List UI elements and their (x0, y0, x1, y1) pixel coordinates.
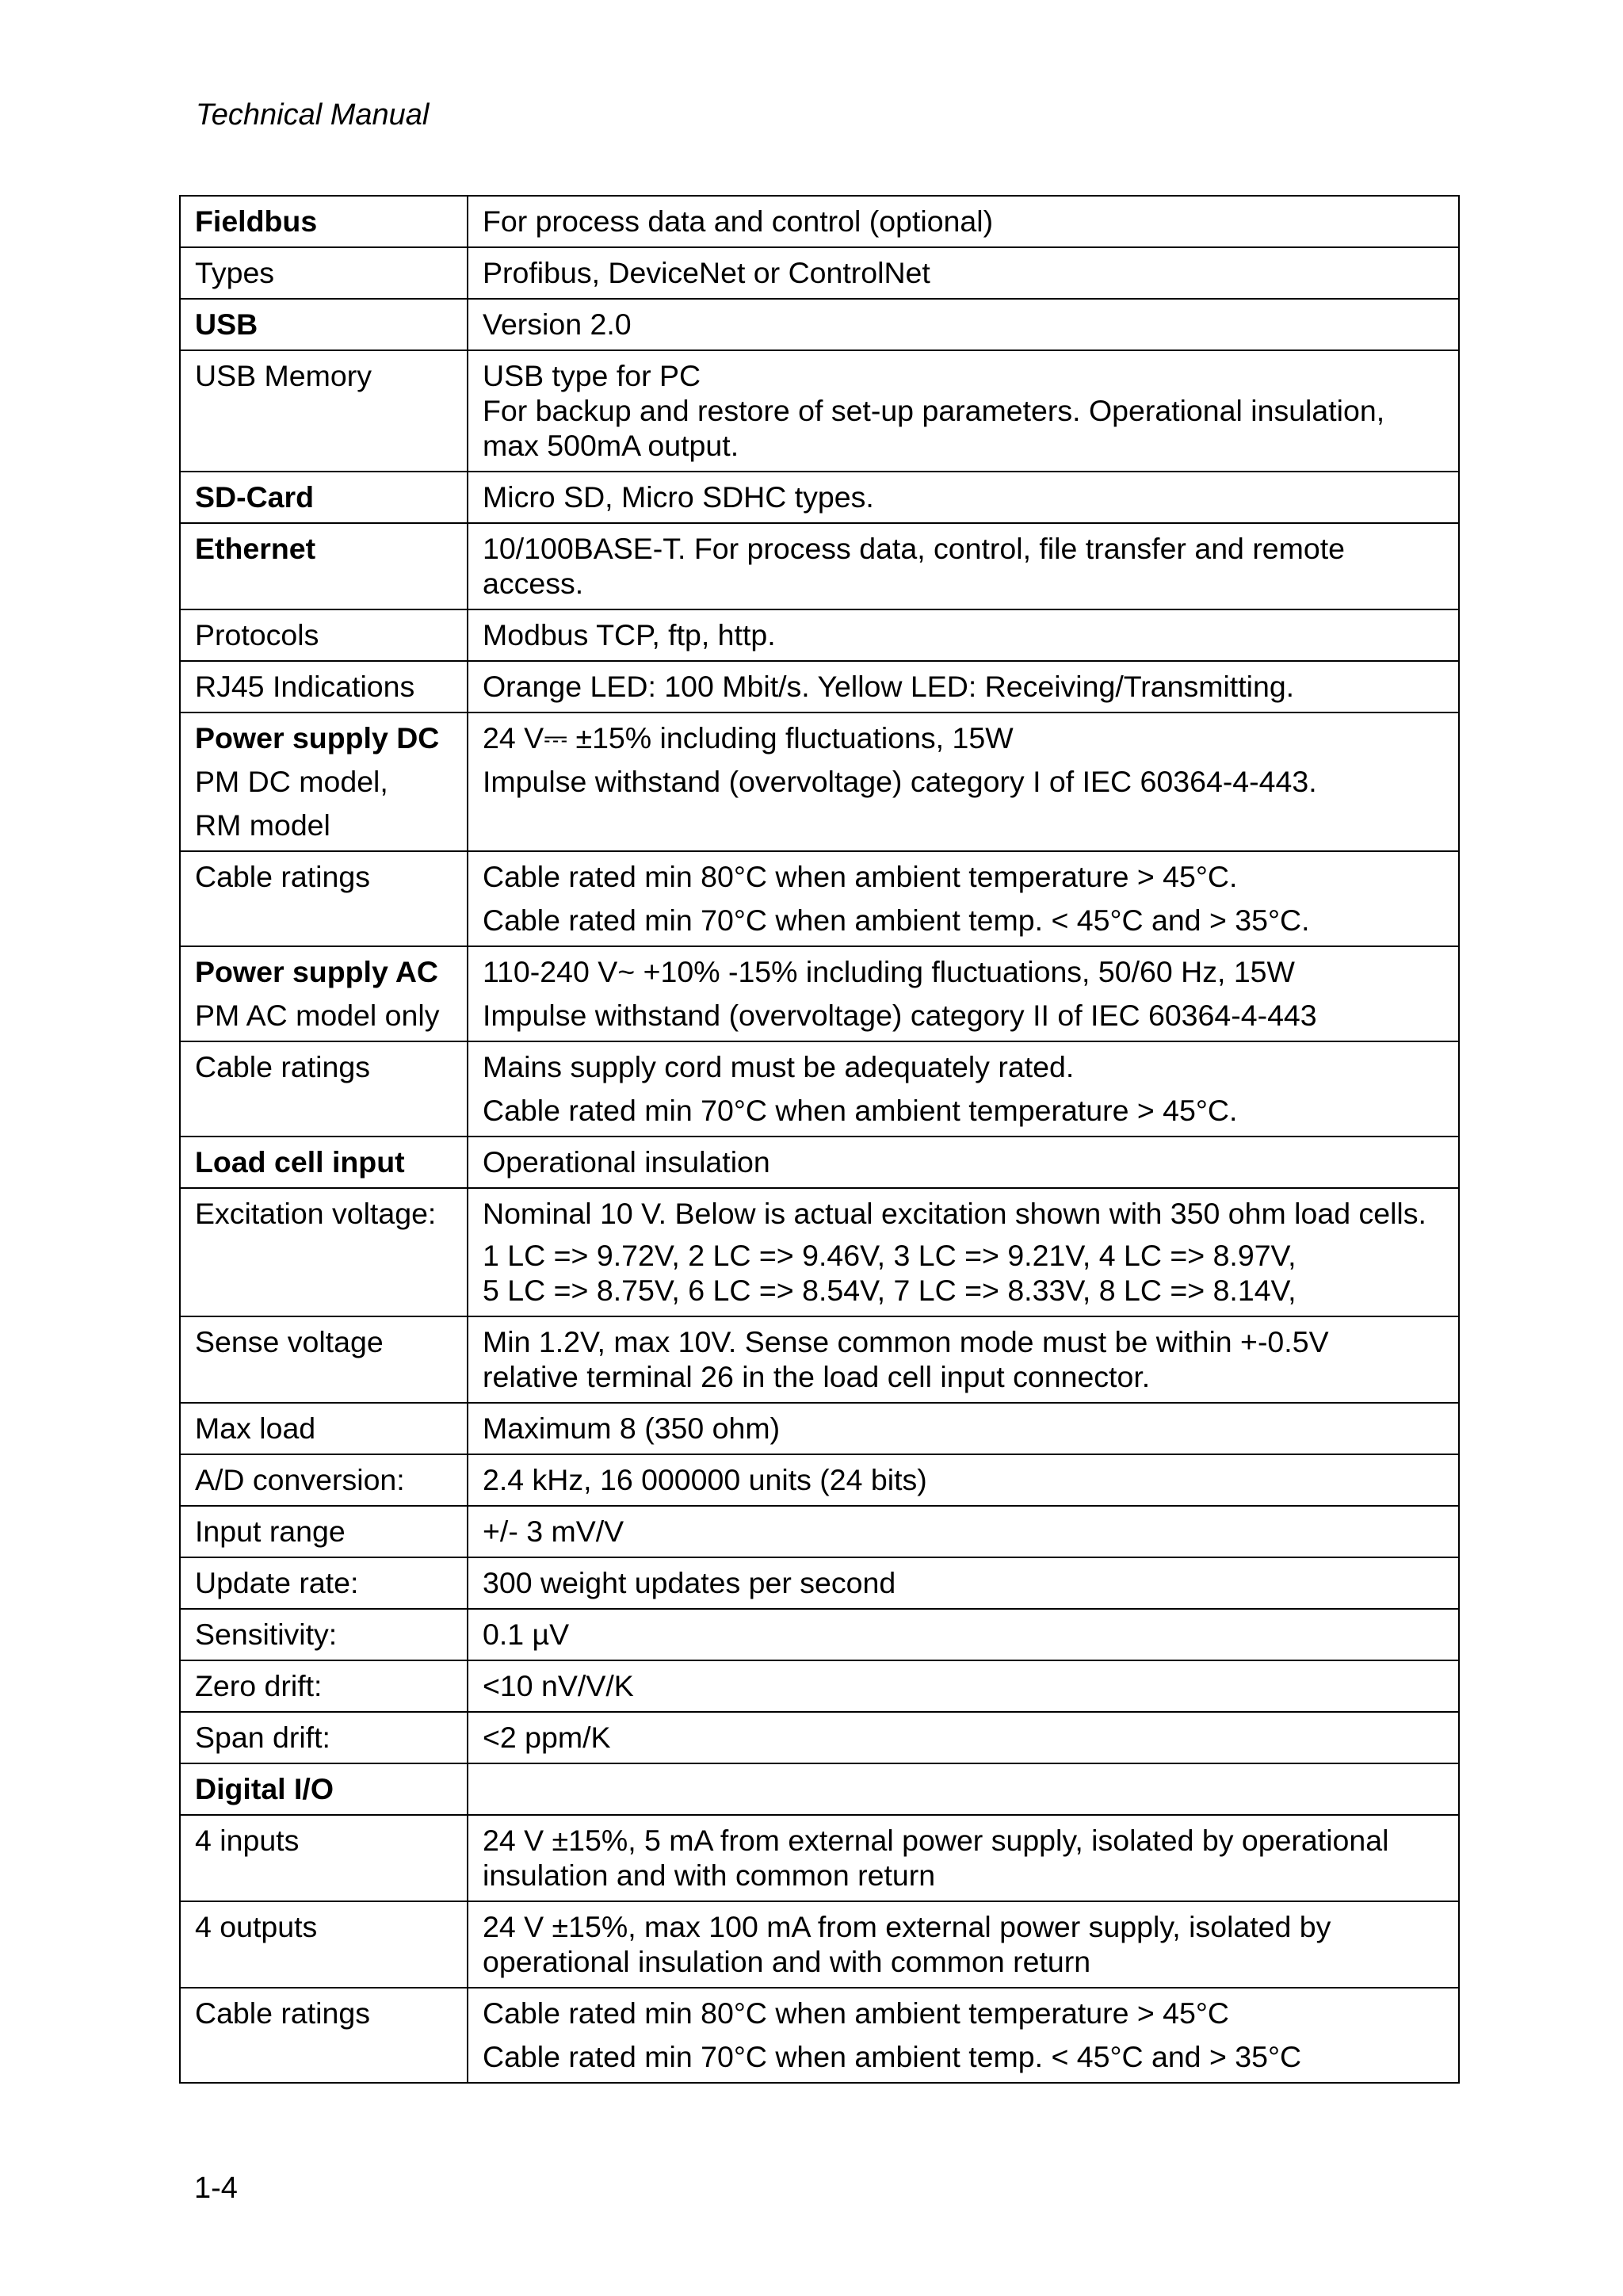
spec-label-cell (180, 523, 468, 609)
spec-value-text: 0.1 µV (483, 1618, 570, 1651)
spec-label-text: Cable ratings (195, 860, 370, 893)
spec-label-cell (180, 1188, 468, 1316)
spec-label-cell (180, 1506, 468, 1557)
spec-value-text: 5 LC => 8.75V, 6 LC => 8.54V, 7 LC => 8.33V, 8 LC => 8.14V, (483, 1274, 1296, 1307)
spec-row (180, 1988, 1459, 2083)
spec-value-cell (468, 1815, 1459, 1901)
spec-label-cell (180, 1763, 468, 1815)
spec-label-text: Update rate: (195, 1566, 359, 1599)
spec-row (180, 1137, 1459, 1188)
spec-label-text: 4 inputs (195, 1824, 300, 1857)
spec-label-cell (180, 712, 468, 851)
spec-value-text: 110-240 V~ +10% -15% including fluctuations, 50/60 Hz, 15W (483, 955, 1295, 988)
spec-value-text: Cable rated min 80°C when ambient temperature > 45°C. (483, 860, 1238, 893)
spec-value-text: insulation and with common return (483, 1859, 936, 1892)
spec-row (180, 1557, 1459, 1609)
spec-value-cell (468, 1137, 1459, 1188)
spec-label-text: Cable ratings (195, 1050, 370, 1083)
spec-value-text: access. (483, 567, 584, 600)
spec-value-cell (468, 1041, 1459, 1137)
spec-row (180, 1316, 1459, 1403)
spec-label-text: Protocols (195, 618, 319, 651)
page-number: 1-4 (194, 2172, 238, 2205)
spec-row (180, 712, 1459, 851)
spec-value-cell (468, 299, 1459, 350)
spec-label-text: USB (195, 308, 258, 341)
spec-label-text: Max load (195, 1412, 316, 1445)
spec-label-text: RJ45 Indications (195, 670, 415, 703)
spec-label-cell (180, 1988, 468, 2083)
spec-row (180, 1901, 1459, 1988)
spec-label-cell (180, 1557, 468, 1609)
spec-value-text: Cable rated min 70°C when ambient temp. < 45°C and > 35°C (483, 2040, 1302, 2073)
spec-value-text: Profibus, DeviceNet or ControlNet (483, 256, 930, 289)
spec-value-text: Micro SD, Micro SDHC types. (483, 480, 874, 514)
spec-value-cell (468, 661, 1459, 712)
spec-value-text: 24 V ±15%, 5 mA from external power supply, isolated by operational (483, 1824, 1389, 1857)
spec-label-cell (180, 851, 468, 946)
spec-value-text: For process data and control (optional) (483, 204, 994, 238)
spec-label-cell (180, 1454, 468, 1506)
spec-value-cell (468, 851, 1459, 946)
spec-value-cell (468, 523, 1459, 609)
spec-label-text: Power supply AC (195, 955, 438, 988)
spec-value-text: For backup and restore of set-up parameters. Operational insulation, (483, 394, 1385, 427)
spec-value-text: Min 1.2V, max 10V. Sense common mode must be within +-0.5V (483, 1325, 1329, 1358)
spec-label-text: Ethernet (195, 532, 316, 565)
spec-row (180, 1763, 1459, 1815)
spec-label-text: 4 outputs (195, 1910, 318, 1943)
spec-label-cell (180, 1901, 468, 1988)
spec-label-text: A/D conversion: (195, 1463, 405, 1496)
spec-value-cell (468, 1901, 1459, 1988)
spec-value-cell (468, 609, 1459, 661)
spec-value-text: max 500mA output. (483, 429, 739, 462)
spec-label-cell (180, 1712, 468, 1763)
spec-value-cell (468, 712, 1459, 851)
spec-row (180, 196, 1459, 247)
spec-value-cell (468, 1712, 1459, 1763)
spec-value-text: Cable rated min 70°C when ambient temp. < 45°C and > 35°C. (483, 904, 1310, 937)
spec-value-text: USB type for PC (483, 359, 701, 392)
spec-label-text: Sense voltage (195, 1325, 384, 1358)
spec-row (180, 1454, 1459, 1506)
spec-row (180, 299, 1459, 350)
spec-value-cell (468, 1988, 1459, 2083)
spec-label-cell (180, 299, 468, 350)
spec-label-cell (180, 609, 468, 661)
spec-value-cell (468, 1660, 1459, 1712)
spec-label-text: SD-Card (195, 480, 315, 514)
spec-label-cell (180, 1316, 468, 1403)
spec-label-text: Sensitivity: (195, 1618, 338, 1651)
spec-value-text: 24 V ±15%, max 100 mA from external power supply, isolated by (483, 1910, 1331, 1943)
spec-row (180, 472, 1459, 523)
spec-value-text: operational insulation and with common return (483, 1945, 1091, 1978)
spec-row (180, 1403, 1459, 1454)
spec-row (180, 350, 1459, 472)
spec-value-text: 24 V⎓ ±15% including fluctuations, 15W (483, 721, 1014, 755)
spec-value-text: 1 LC => 9.72V, 2 LC => 9.46V, 3 LC => 9.21V, 4 LC => 8.97V, (483, 1239, 1296, 1272)
spec-row (180, 247, 1459, 299)
spec-value-text: relative terminal 26 in the load cell input connector. (483, 1360, 1151, 1393)
spec-row (180, 1660, 1459, 1712)
spec-value-cell (468, 1316, 1459, 1403)
spec-value-text: Impulse withstand (overvoltage) category II of IEC 60364-4-443 (483, 999, 1317, 1032)
spec-row (180, 1041, 1459, 1137)
spec-label-text: Excitation voltage: (195, 1197, 437, 1230)
spec-row (180, 661, 1459, 712)
spec-value-text: Maximum 8 (350 ohm) (483, 1412, 781, 1445)
specifications-table-body (180, 196, 1459, 2083)
spec-value-group (483, 1238, 1444, 1308)
spec-value-text: Version 2.0 (483, 308, 632, 341)
spec-value-cell (468, 472, 1459, 523)
spec-label-text: PM AC model only (195, 999, 440, 1032)
spec-label-cell (180, 196, 468, 247)
spec-label-cell (180, 247, 468, 299)
page-header-title: Technical Manual (196, 98, 430, 132)
spec-label-text: Span drift: (195, 1721, 330, 1754)
spec-row (180, 523, 1459, 609)
spec-label-cell (180, 472, 468, 523)
spec-label-cell (180, 1403, 468, 1454)
spec-value-cell (468, 946, 1459, 1041)
spec-value-cell (468, 196, 1459, 247)
spec-label-cell (180, 1041, 468, 1137)
spec-value-text: <2 ppm/K (483, 1721, 611, 1754)
spec-label-text: Types (195, 256, 275, 289)
spec-row (180, 1712, 1459, 1763)
spec-value-text: Nominal 10 V. Below is actual excitation shown with 350 ohm load cells. (483, 1197, 1426, 1230)
spec-value-cell (468, 1454, 1459, 1506)
spec-value-text: Operational insulation (483, 1145, 770, 1179)
spec-label-text: Input range (195, 1515, 346, 1548)
spec-label-text: Zero drift: (195, 1669, 323, 1702)
spec-label-text: Digital I/O (195, 1772, 334, 1805)
spec-value-text (483, 1771, 1444, 1806)
spec-row (180, 851, 1459, 946)
spec-label-cell (180, 1660, 468, 1712)
spec-label-text: Cable ratings (195, 1996, 370, 2030)
spec-value-text: Cable rated min 70°C when ambient temperature > 45°C. (483, 1094, 1238, 1127)
spec-value-text: Mains supply cord must be adequately rated. (483, 1050, 1075, 1083)
spec-value-text: 10/100BASE-T. For process data, control, file transfer and remote (483, 532, 1346, 565)
spec-label-text: Power supply DC (195, 721, 440, 755)
spec-label-cell (180, 1137, 468, 1188)
spec-row (180, 946, 1459, 1041)
spec-value-text: 300 weight updates per second (483, 1566, 896, 1599)
spec-value-cell (468, 350, 1459, 472)
spec-row (180, 1815, 1459, 1901)
spec-value-cell (468, 247, 1459, 299)
spec-value-text: +/- 3 mV/V (483, 1515, 624, 1548)
spec-value-text: Cable rated min 80°C when ambient temperature > 45°C (483, 1996, 1229, 2030)
spec-label-cell (180, 1609, 468, 1660)
spec-label-text: PM DC model, (195, 765, 388, 798)
spec-value-text: Modbus TCP, ftp, http. (483, 618, 776, 651)
spec-value-group (483, 1196, 1444, 1231)
spec-label-text: Fieldbus (195, 204, 318, 238)
spec-row (180, 1188, 1459, 1316)
spec-row (180, 1609, 1459, 1660)
spec-value-text: 2.4 kHz, 16 000000 units (24 bits) (483, 1463, 927, 1496)
spec-label-cell (180, 946, 468, 1041)
specifications-table (179, 195, 1460, 2084)
spec-value-cell (468, 1557, 1459, 1609)
spec-row (180, 609, 1459, 661)
spec-label-cell (180, 350, 468, 472)
spec-label-text: RM model (195, 808, 330, 842)
spec-value-cell (468, 1188, 1459, 1316)
spec-value-text: Orange LED: 100 Mbit/s. Yellow LED: Receiving/Transmitting. (483, 670, 1295, 703)
spec-value-cell (468, 1403, 1459, 1454)
spec-value-cell (468, 1763, 1459, 1815)
spec-value-cell (468, 1506, 1459, 1557)
spec-value-text: <10 nV/V/K (483, 1669, 634, 1702)
spec-value-cell (468, 1609, 1459, 1660)
spec-label-cell (180, 1815, 468, 1901)
spec-label-text: USB Memory (195, 359, 372, 392)
spec-row (180, 1506, 1459, 1557)
spec-value-text: Impulse withstand (overvoltage) category I of IEC 60364-4-443. (483, 765, 1317, 798)
spec-label-cell (180, 661, 468, 712)
spec-label-text: Load cell input (195, 1145, 405, 1179)
